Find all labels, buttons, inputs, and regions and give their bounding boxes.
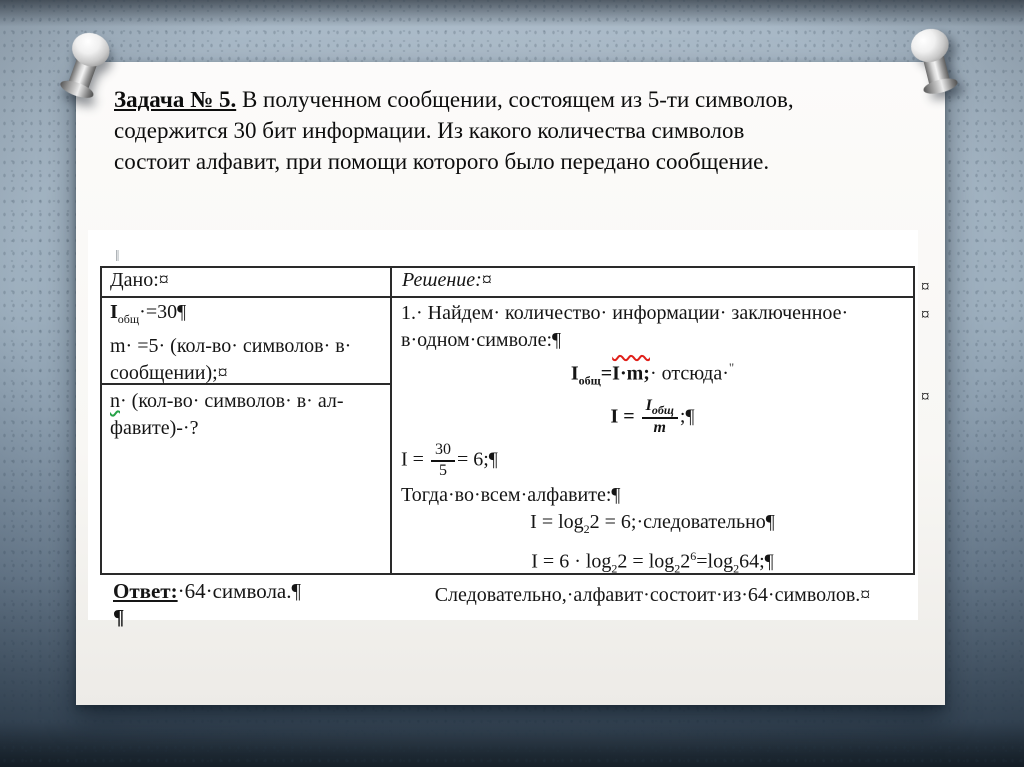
eq3-lhs: I =: [401, 448, 424, 471]
answer-line: [113, 578, 301, 605]
given-known-values-cell: [102, 298, 390, 385]
cursor-selection-mark: ‖: [115, 248, 119, 265]
eq4-a: I = log: [530, 510, 584, 533]
eq2-denominator: m: [653, 419, 666, 437]
header-cell-solution: Решение:¤: [402, 269, 492, 291]
eq2-numerator-subscript: общ: [651, 402, 674, 417]
eq5-exponent: 6: [690, 548, 697, 563]
eq4-log-base: 2: [583, 521, 590, 536]
eq4-c: ·следовательно¶: [636, 510, 775, 533]
header-cell-given: Дано:¤: [102, 268, 392, 296]
eq4-b: 2 = 6;: [589, 510, 637, 533]
solution-eq1: [401, 354, 904, 395]
given-n-symbol: n: [110, 390, 120, 412]
given-column: [102, 298, 392, 573]
eq3-tail: = 6;¶: [456, 448, 498, 471]
answer-label: Ответ:: [113, 579, 178, 603]
eq5-d: =log: [696, 550, 734, 573]
eq5-log-base-2: 2: [674, 561, 681, 576]
title-line-2: содержится 30 бит информации. Из какого количества символов: [114, 118, 745, 143]
problem-number-label: Задача № 5.: [114, 87, 237, 112]
given-question-cell: [102, 385, 390, 442]
eq2-numerator: [642, 398, 678, 420]
given-i-symbol: I: [110, 301, 118, 323]
pinned-paper-sheet: [76, 62, 945, 705]
given-m-line-1: m· =5· (кол-во· символов· в·: [110, 335, 352, 357]
given-n-line-1: [110, 388, 382, 415]
solution-eq2: [401, 395, 904, 440]
answer-text: ·64·символа.¶: [177, 579, 302, 603]
eq5-log-base-1: 2: [611, 561, 618, 576]
solution-column: [392, 298, 913, 607]
eq2-lhs: I =: [610, 405, 635, 428]
eq1-lhs-subscript: общ: [578, 373, 601, 388]
eq3-denominator: 5: [438, 462, 447, 480]
solution-eq3: [401, 439, 904, 482]
eq2-numerator-base: I: [645, 396, 652, 414]
solution-conclusion: Следовательно,·алфавит·состоит·из·64·символов.¤: [434, 584, 871, 607]
eq5-e: 64;¶: [739, 550, 774, 573]
eq2-fraction: [642, 398, 678, 438]
solution-eq5: [401, 543, 904, 583]
solution-eq4: [401, 509, 904, 543]
solution-step1-line-1: 1.· Найдем· количество· информации· заключенное·: [401, 302, 849, 324]
given-i-line: [110, 299, 382, 333]
eq3-fraction: [431, 442, 455, 480]
cell-end-mark-3: ¤: [921, 387, 930, 406]
given-i-subscript: общ: [117, 312, 140, 326]
eq1-tail: · отсюда·: [649, 362, 729, 385]
solution-step1-line-2: в·одном·символе:¶: [401, 329, 562, 351]
paragraph-mark: ¶: [113, 605, 125, 629]
given-n-line-2: фавите)-·?: [110, 417, 199, 439]
solution-step2: Тогда·во·всем·алфавите:¶: [401, 483, 621, 506]
given-i-value: ·=30¶: [139, 301, 187, 323]
given-m-line-2: сообщении);¤: [110, 362, 228, 384]
cell-end-mark-1: ¤: [921, 277, 930, 296]
title-line-1: [114, 84, 909, 115]
eq1-equals: =: [600, 362, 613, 385]
eq5-b: 2 = log: [617, 550, 675, 573]
eq5-c: 2: [680, 550, 691, 573]
eq1-quote-mark: ": [728, 360, 735, 375]
cell-end-mark-2: ¤: [921, 305, 930, 324]
given-n-rest: · (кол-во· символов· в· ал-: [120, 390, 344, 412]
eq3-numerator: 30: [431, 442, 455, 462]
eq2-tail: ;¶: [679, 405, 695, 428]
eq1-lhs: I: [570, 362, 579, 385]
problem-title: [114, 84, 909, 177]
title-line-1-text: В полученном сообщении, состоящем из 5-ти символов,: [236, 87, 794, 112]
eq5-log-base-3: 2: [733, 561, 740, 576]
push-pin-head: [907, 25, 952, 66]
eq1-rhs-spellchecked: I·m;: [612, 362, 650, 385]
table-header-row: [102, 268, 913, 298]
eq5-a: I = 6 · log: [531, 550, 612, 573]
title-line-3: состоит алфавит, при помощи которого было передано сообщение.: [114, 149, 770, 174]
